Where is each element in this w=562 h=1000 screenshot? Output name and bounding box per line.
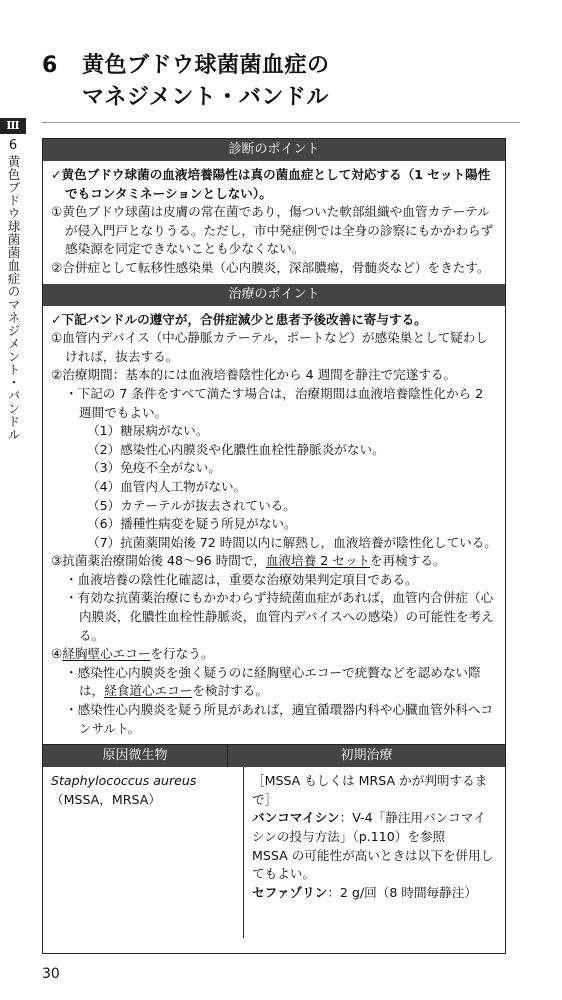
title-number: 6 [42,53,58,78]
treatment-item-3-sub-2: ・有効な抗菌薬治療にもかかわらず持続菌血症があれば，血管内合併症（心内膜炎，化膿性血栓性静脈炎，血管内デバイスへの感染）の可能性を考える。 [65,590,494,643]
item4-text-pre: ④ [51,646,63,662]
drug-2-name: セファゾリン [252,884,328,900]
treatment-lead: ✓下記バンドルの遵守が，合併症減少と患者予後改善に寄与する。 [51,311,427,327]
condition-7: （7）抗菌薬開始後 72 時間以内に解熱し，血液培養が陰性化している。 [87,534,497,550]
item4-text-post: を行なう。 [150,646,214,662]
drug-1-name: バンコマイシン [252,810,340,826]
drug-2-note: ：2 g/回（8 時間毎静注） [327,884,477,900]
treatment-cell [244,767,505,938]
condition-3: （3）免疫不全がない。 [87,460,221,476]
item3-underlined: 血液培養 2 セット [265,553,371,569]
side-tab [0,118,32,441]
condition-6: （6）播種性病変を疑う所見がない。 [87,516,297,532]
diagnosis-item-2: ②合併症として転移性感染巣（心内膜炎，深部膿瘍，骨髄炎など）をきたす。 [51,259,490,275]
page-number: 30 [42,966,60,982]
treatment-item-4-sub-2: ・感染性心内膜炎を疑う所見があれば，適宜循環器内科や心臓血管外科へコンサルト。 [65,702,494,736]
table-header-row [43,744,505,767]
drug-2-line [252,884,497,903]
treatment-section [43,306,505,745]
treatment-item-4 [51,645,497,664]
treatment-item-3-sub-1: ・血液培養の陰性化確認は，重要な治療効果判定項目である。 [65,571,418,587]
condition-2: （2）感染性心内膜炎や化膿性血栓性静脈炎がない。 [87,441,385,457]
content-box [42,138,506,954]
item3-text-post: を再検する。 [370,553,446,569]
diagnosis-item-1: ①黄色ブドウ球菌は皮膚の常在菌であり，傷ついた軟部組織や血管カテーテルが侵入門戸となりうる。ただし，市中発症例では全身の診察にもかかわらず感染源を同定できないことも少なくない。 [51,204,494,257]
condition-4: （4）血管内人工物がない。 [87,478,247,494]
item4-underlined: 経胸壁心エコー [62,646,151,662]
treatment-item-3 [51,552,497,571]
table-row [43,767,505,938]
organism-cell [43,767,244,938]
chapter-badge: Ⅲ [0,118,26,134]
drug-1-note: ：V-4「静注用バンコマイシンの投与方法」（p.110）を参照 [252,810,486,844]
treatment-header: 治療のポイント [43,284,505,306]
side-section-number: 6 [8,138,18,153]
diagnosis-section [43,161,505,284]
item4-sub1-pre: ・感染性心内膜炎を強く疑うのに経胸壁心エコーで疣贅などを認めない際は， [65,664,481,699]
organism-note: （MSSA，MRSA） [51,791,161,807]
diagnosis-header: 診断のポイント [43,139,505,161]
condition-1: （1）糖尿病がない。 [87,423,209,439]
organism-name: Staphylococcus aureus [51,773,197,789]
title-rule [42,122,520,123]
col-organism-header: 原因微生物 [43,745,228,767]
treatment-item-1: ①血管内デバイス（中心静脈カテーテル，ポートなど）が感染巣として疑わしければ，抜去する。 [51,330,488,364]
title-line1: 黄色ブドウ球菌菌血症の [82,53,330,78]
item4-sub1-underlined: 経食道心エコー [104,683,193,699]
title-line2: マネジメント・バンドル [82,85,329,110]
col-treatment-header: 初期治療 [228,745,505,767]
drug-1-line [252,809,497,846]
treatment-case: ［MSSA もしくは MRSA かが判明するまで］ [252,773,488,807]
treatment-item-2: ②治療期間：基本的には血液培養陰性化から 4 週間を静注で完遂する。 [51,367,457,383]
page-title [42,50,330,114]
treatment-item-2-sub: ・下記の 7 条件をすべて満たす場合は，治療期間は血液培養陰性化から 2 週間でもよい。 [65,385,484,420]
item4-sub1-post: を検討する。 [192,683,268,699]
treatment-note: MSSA の可能性が高いときは以下を併用してもよい。 [252,847,494,882]
treatment-item-4-sub-1 [51,664,497,701]
diagnosis-lead: ✓黄色ブドウ球菌の血液培養陽性は真の菌血症として対応する（1 セット陽性でもコンタミネーションとしない）。 [51,167,491,201]
condition-5: （5）カテーテルが抜去されている。 [87,497,296,513]
side-section-title: 黄色ブドウ球菌菌血症のマネジメント・バンドル [6,155,21,441]
item3-text-pre: ③抗菌薬治療開始後 48〜96 時間で， [51,553,266,569]
